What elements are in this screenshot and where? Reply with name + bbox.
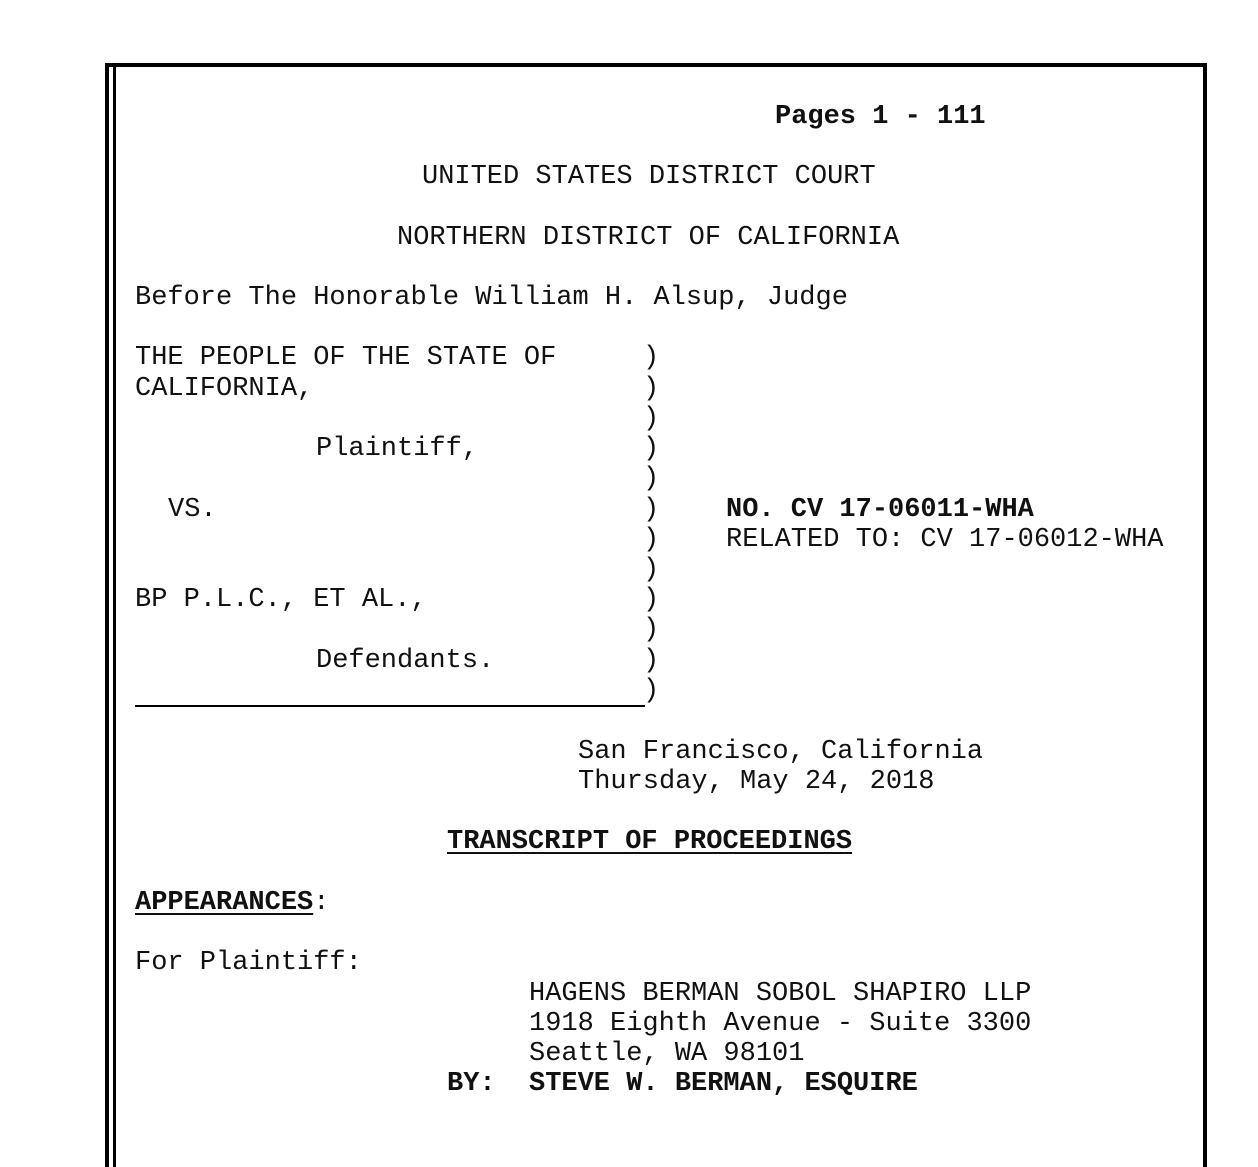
paren: ) [643, 374, 660, 404]
paren: ) [643, 495, 660, 525]
paren: ) [643, 615, 660, 645]
location: San Francisco, California [578, 737, 984, 767]
attorney-name: STEVE W. BERMAN, ESQUIRE [529, 1069, 918, 1099]
paren: ) [643, 676, 660, 706]
paren: ) [643, 525, 660, 555]
caption-rule [135, 705, 645, 707]
district-name: NORTHERN DISTRICT OF CALIFORNIA [397, 223, 900, 253]
paren: ) [643, 343, 660, 373]
paren: ) [643, 585, 660, 615]
court-name: UNITED STATES DISTRICT COURT [422, 162, 876, 192]
judge-line: Before The Honorable William H. Alsup, Judge [135, 283, 848, 313]
appearances-heading [135, 887, 329, 919]
firm-name: HAGENS BERMAN SOBOL SHAPIRO LLP [529, 979, 1032, 1009]
related-case: RELATED TO: CV 17-06012-WHA [726, 525, 1164, 555]
paren: ) [643, 404, 660, 434]
plaintiff-name-2: CALIFORNIA, [135, 374, 314, 404]
versus: VS. [168, 495, 217, 525]
plaintiff-role: Plaintiff, [316, 434, 479, 464]
paren: ) [643, 434, 660, 464]
paren: ) [643, 555, 660, 585]
plaintiff-name-1: THE PEOPLE OF THE STATE OF [135, 343, 557, 373]
paren: ) [643, 464, 660, 494]
appearances-colon: : [313, 888, 330, 918]
page-range: Pages 1 - 111 [775, 102, 986, 132]
paren: ) [643, 646, 660, 676]
case-number: NO. CV 17-06011-WHA [726, 495, 1034, 525]
firm-address-2: Seattle, WA 98101 [529, 1039, 805, 1069]
hearing-date: Thursday, May 24, 2018 [578, 767, 935, 797]
defendant-role: Defendants. [316, 646, 495, 676]
firm-address-1: 1918 Eighth Avenue - Suite 3300 [529, 1009, 1032, 1039]
defendant-name: BP P.L.C., ET AL., [135, 585, 427, 615]
by-label: BY: [447, 1069, 496, 1099]
appearances-label: APPEARANCES [135, 888, 314, 918]
page-border-inner [113, 67, 116, 1167]
for-plaintiff-label: For Plaintiff: [135, 948, 362, 978]
transcript-title: TRANSCRIPT OF PROCEEDINGS [447, 827, 853, 857]
